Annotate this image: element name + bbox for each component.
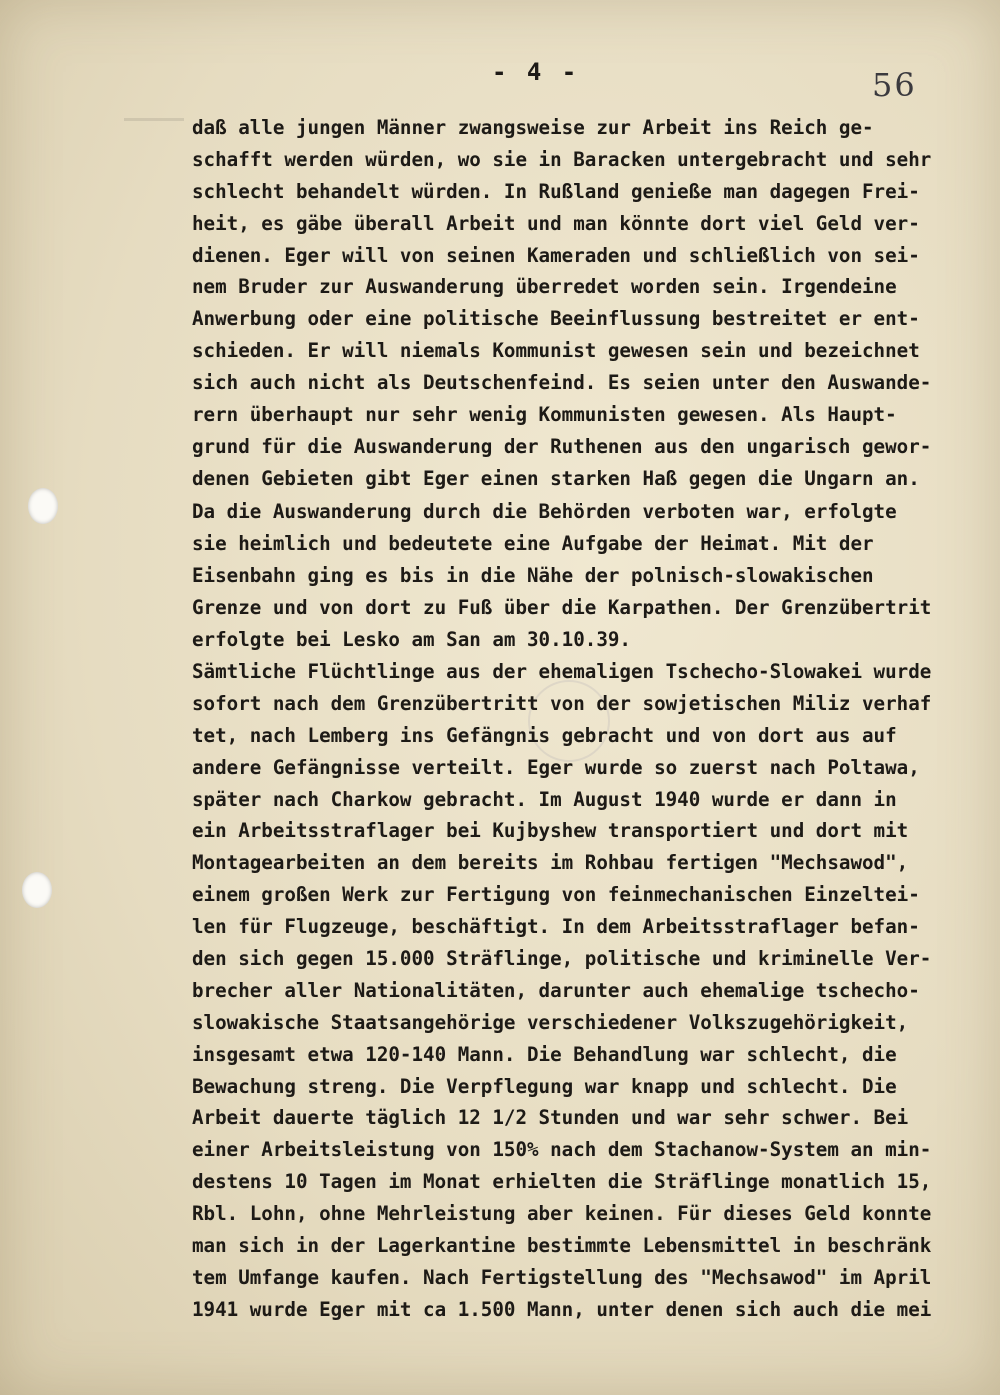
text-line: schafft werden würden, wo sie in Baracken untergebracht und sehr xyxy=(192,147,932,171)
text-line: andere Gefängnisse verteilt. Eger wurde so zuerst nach Poltawa, xyxy=(192,755,920,779)
punch-hole xyxy=(22,872,52,908)
text-line: insgesamt etwa 120-140 Mann. Die Behandlung war schlecht, die xyxy=(192,1042,897,1066)
text-line: dienen. Eger will von seinen Kameraden und schließlich von sei- xyxy=(192,243,920,267)
text-line: brecher aller Nationalitäten, darunter auch ehemalige tschecho- xyxy=(192,978,920,1002)
faint-mark xyxy=(124,118,184,121)
page-number: - 4 - xyxy=(492,58,580,86)
text-line: schlecht behandelt würden. In Rußland genieße man dagegen Frei- xyxy=(192,179,920,203)
text-line: Sämtliche Flüchtlinge aus der ehemaligen Tschecho-Slowakei wurde xyxy=(192,660,932,683)
paragraph-1 xyxy=(192,112,1000,495)
text-line: Arbeit dauerte täglich 12 1/2 Stunden und war sehr schwer. Bei xyxy=(192,1106,909,1130)
text-line: man sich in der Lagerkantine bestimmte Lebensmittel in beschränk xyxy=(192,1234,932,1258)
text-line: daß alle jungen Männer zwangsweise zur Arbeit ins Reich ge- xyxy=(192,116,874,139)
text-line: später nach Charkow gebracht. Im August 1940 wurde er dann in xyxy=(192,787,897,811)
text-line: einem großen Werk zur Fertigung von feinmechanischen Einzeltei- xyxy=(192,883,920,907)
text-line: destens 10 Tagen im Monat erhielten die Sträflinge monatlich 15, xyxy=(192,1170,932,1194)
text-line: Da die Auswanderung durch die Behörden verboten war, erfolgte xyxy=(192,500,897,523)
paragraph-2 xyxy=(192,496,1000,655)
folio-number: 56 xyxy=(872,66,917,104)
text-line: einer Arbeitsleistung von 150% nach dem Stachanow-System an min- xyxy=(192,1138,932,1162)
text-line: sofort nach dem Grenzübertritt von der sowjetischen Miliz verhaf xyxy=(192,691,932,715)
text-line: len für Flugzeuge, beschäftigt. In dem Arbeitsstraflager befan- xyxy=(192,915,920,939)
text-line: tem Umfange kaufen. Nach Fertigstellung des "Mechsawod" im April xyxy=(192,1265,932,1289)
text-line: sich auch nicht als Deutschenfeind. Es seien unter den Auswande- xyxy=(192,371,932,395)
text-line: slowakische Staatsangehörige verschiedener Volkszugehörigkeit, xyxy=(192,1010,909,1034)
text-line: den sich gegen 15.000 Sträflinge, politische und kriminelle Ver- xyxy=(192,947,932,971)
text-line: erfolgte bei Lesko am San am 30.10.39. xyxy=(192,627,631,651)
text-line: denen Gebieten gibt Eger einen starken Haß gegen die Ungarn an. xyxy=(192,466,920,490)
text-line: 1941 wurde Eger mit ca 1.500 Mann, unter denen sich auch die mei xyxy=(192,1297,932,1321)
text-line: grund für die Auswanderung der Ruthenen aus den ungarisch gewor- xyxy=(192,434,932,458)
text-line: Bewachung streng. Die Verpflegung war knapp und schlecht. Die xyxy=(192,1074,897,1098)
paragraph-3 xyxy=(192,656,1000,1326)
punch-hole xyxy=(28,488,58,524)
text-line: tet, nach Lemberg ins Gefängnis gebracht und von dort aus auf xyxy=(192,723,897,747)
text-line: Anwerbung oder eine politische Beeinflussung bestreitet er ent- xyxy=(192,307,920,331)
text-line: Grenze und von dort zu Fuß über die Karpathen. Der Grenzübertrit xyxy=(192,595,932,619)
text-line: Rbl. Lohn, ohne Mehrleistung aber keinen. Für dieses Geld konnte xyxy=(192,1202,932,1226)
text-line: Montagearbeiten an dem bereits im Rohbau fertigen "Mechsawod", xyxy=(192,851,909,875)
text-line: nem Bruder zur Auswanderung überredet worden sein. Irgendeine xyxy=(192,275,897,299)
text-line: rern überhaupt nur sehr wenig Kommunisten gewesen. Als Haupt- xyxy=(192,403,897,427)
text-line: heit, es gäbe überall Arbeit und man könnte dort viel Geld ver- xyxy=(192,211,920,235)
text-line: ein Arbeitsstraflager bei Kujbyshew transportiert und dort mit xyxy=(192,819,909,843)
text-line: schieden. Er will niemals Kommunist gewesen sein und bezeichnet xyxy=(192,339,920,363)
text-line: Eisenbahn ging es bis in die Nähe der polnisch-slowakischen xyxy=(192,563,874,587)
text-line: sie heimlich und bedeutete eine Aufgabe der Heimat. Mit der xyxy=(192,531,874,555)
